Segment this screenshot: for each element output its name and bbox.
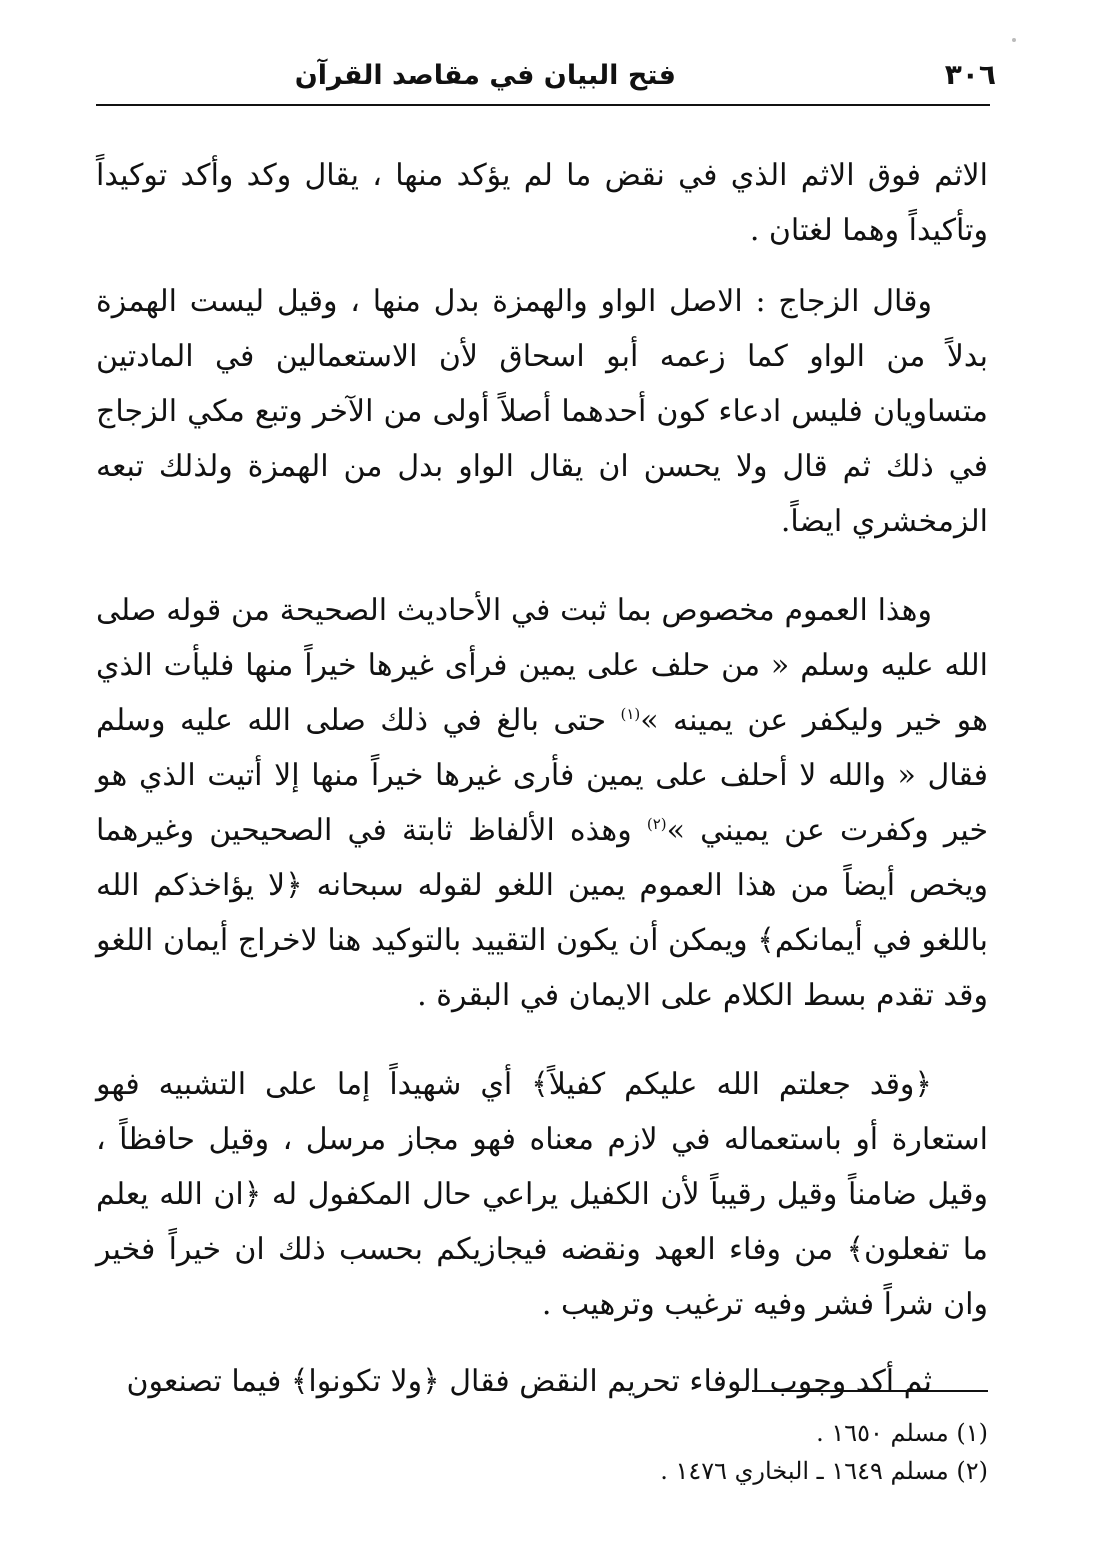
paragraph-1: الاثم فوق الاثم الذي في نقض ما لم يؤكد منها ، يقال وكد وأكد توكيداً وتأكيداً وهما لغتان . (96, 158, 988, 248)
paragraph-3-part-1: وهذا العموم مخصوص بما ثبت في الأحاديث الصحيحة من قوله صلى الله عليه وسلم « من حلف على يمين فرأى غيرها خيراً منها فليأت الذي هو خير وليكفر عن يمينه » (96, 593, 988, 738)
paragraph-3 (96, 583, 988, 1023)
paragraph-5: ثم أكد وجوب الوفاء تحريم النقض فقال ﴿ولا تكونوا﴾ فيما تصنعون (126, 1364, 932, 1399)
footnote-2-label: (٢) (956, 1457, 988, 1485)
footnote-1-label: (١) (956, 1419, 988, 1447)
paragraph-3-part-2: حتى بالغ في ذلك صلى الله عليه وسلم فقال « والله لا أحلف على يمين فأرى غيرها خيراً منها إلا أتيت الذي هو خير وكفرت عن يميني » (96, 703, 988, 848)
paragraph-gap (96, 258, 988, 274)
footnote-ref-2[interactable]: (٢) (646, 815, 667, 833)
main-text (96, 148, 988, 1409)
scan-speck (1012, 38, 1016, 42)
footnote-2-text: مسلم ١٦٤٩ ـ البخاري ١٤٧٦ . (660, 1457, 949, 1485)
running-title: فتح البيان في مقاصد القرآن (294, 60, 676, 91)
page-number: ٣٠٦ (944, 58, 996, 91)
footnote-1-text: مسلم ١٦٥٠ . (816, 1419, 949, 1447)
paragraph-4: ﴿وقد جعلتم الله عليكم كفيلاً﴾ أي شهيداً إما على التشبيه فهو استعارة أو باستعماله في لازم معناه فهو مجاز مرسل ، وقيل حافظاً ، وقيل ضامناً وقيل رقيباً لأن الكفيل يراعي حال المكفول له ﴿ان الله يعلم ما تفعلون﴾ من وفاء العهد ونقضه فيجازيكم بحسب ذلك ان خيراً فخير وان شراً فشر وفيه ترغيب وترهيب . (96, 1067, 988, 1322)
footnotes (96, 1414, 988, 1490)
footnote-1 (96, 1414, 988, 1452)
footnote-ref-1[interactable]: (١) (620, 705, 641, 723)
paragraph-gap (96, 549, 988, 583)
paragraph-gap (96, 1023, 988, 1057)
paragraph-2: وقال الزجاج : الاصل الواو والهمزة بدل منها ، وقيل ليست الهمزة بدلاً من الواو كما زعمه أبو اسحاق لأن الاستعمالين في المادتين متساويان فليس ادعاء كون أحدهما أصلاً أولى من الآخر وتبع مكي الزجاج في ذلك ثم قال ولا يحسن ان يقال الواو بدل من الهمزة ولذلك تبعه الزمخشري ايضاً. (96, 284, 988, 539)
paragraph-gap (96, 1332, 988, 1354)
header-rule (96, 104, 990, 106)
footnote-rule (752, 1390, 988, 1392)
paragraph-3-part-3: وهذه الألفاظ ثابتة في الصحيحين وغيرهما ويخص أيضاً من هذا العموم يمين اللغو لقوله سبحانه ﴿لا يؤاخذكم الله باللغو في أيمانكم﴾ ويمكن أن يكون التقييد بالتوكيد هنا لاخراج أيمان اللغو وقد تقدم بسط الكلام على الايمان في البقرة . (96, 813, 988, 1013)
footnote-2 (96, 1452, 988, 1490)
page-header (96, 52, 996, 102)
